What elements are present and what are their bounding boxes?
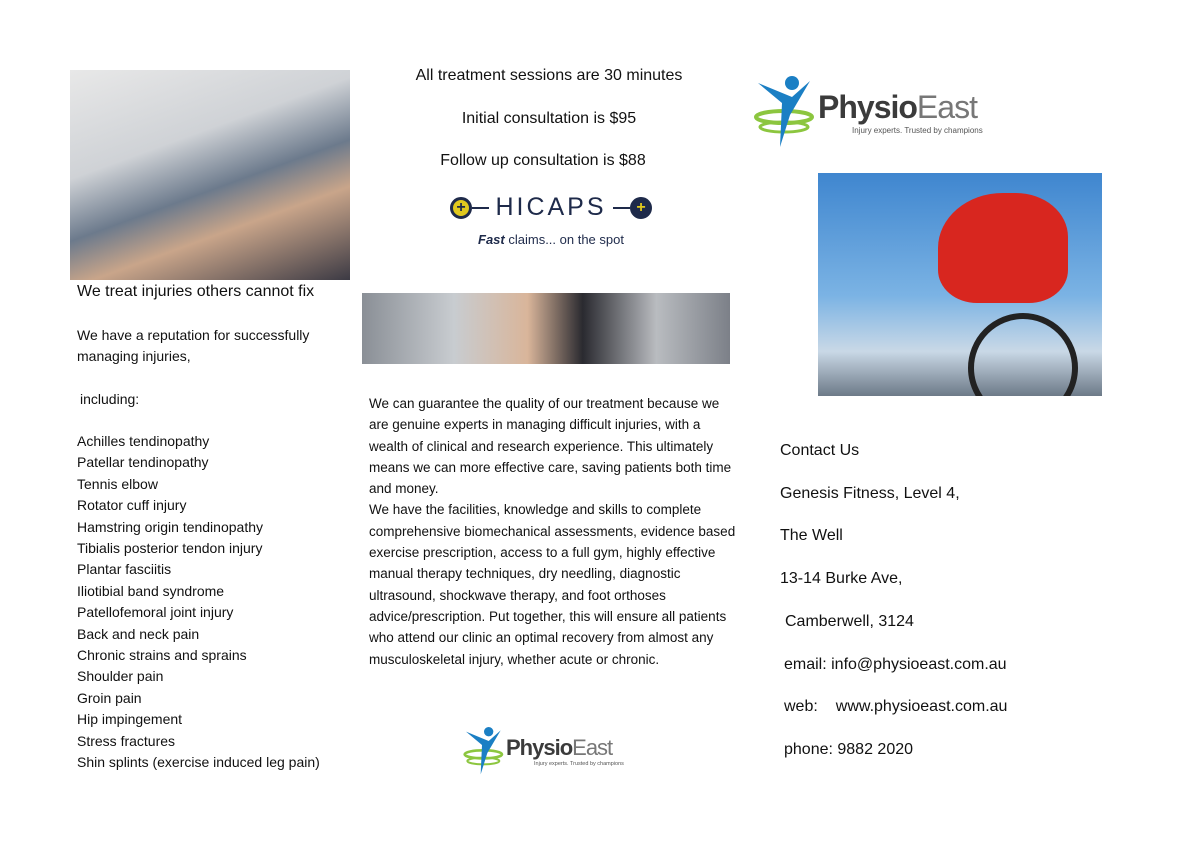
physioeast-logo-small: PhysioEast Injury experts. Trusted by champions — [462, 726, 624, 776]
plus-icon: + — [450, 197, 472, 219]
phone-number: phone: 9882 2020 — [784, 741, 914, 758]
physioeast-logo: PhysioEast Injury experts. Trusted by champions — [752, 75, 983, 149]
cyclist-photo — [818, 173, 1102, 396]
injury-item: Stress fractures — [77, 732, 176, 749]
injury-item: Patellofemoral joint injury — [77, 604, 234, 621]
intro-text: We have a reputation for successfully managing injuries, — [77, 327, 310, 365]
address-line: Camberwell, 3124 — [785, 613, 914, 630]
injury-item: Rotator cuff injury — [77, 497, 187, 514]
heading: We treat injuries others cannot fix — [77, 283, 315, 300]
web-line: web: www.physioeast.com.au — [784, 698, 1008, 715]
initial-price: Initial consultation is $95 — [461, 110, 637, 127]
injury-list — [77, 431, 320, 774]
address-line: Genesis Fitness, Level 4, — [780, 485, 960, 502]
injury-item: Chronic strains and sprains — [77, 647, 247, 664]
including-label: including: — [80, 391, 140, 407]
injury-item: Achilles tendinopathy — [77, 433, 210, 449]
injury-item: Back and neck pain — [77, 625, 200, 642]
injury-item: Hamstring origin tendinopathy — [77, 518, 263, 535]
injury-item: Iliotibial band syndrome — [77, 582, 225, 599]
quality-paragraph: We can guarantee the quality of our treatment because we are genuine experts in managing difficult injuries, with a wealth of clinical and research experience. This ultimately means we can more effective care, saving patients both time and money. We have the facilities, knowledge and skills to complete comprehensive biomechanical assessments, evidence based exercise prescription, access to a full gym, highly effective manual therapy techniques, dry needling, diagnostic ultrasound, shockwave therapy, and foot orthoses advice/prescription. Put together, this will ensure all patients who attend our clinic an optimal recovery from almost any musculoskeletal injury, whether acute or chronic. — [369, 396, 736, 667]
plus-icon: + — [630, 197, 652, 219]
address-line: The Well — [780, 527, 843, 544]
injury-item: Groin pain — [77, 689, 142, 706]
injury-item: Tennis elbow — [77, 475, 158, 492]
contact-title: Contact Us — [780, 442, 860, 459]
physio-portrait-photo — [362, 293, 730, 364]
physio-ultrasound-photo — [70, 70, 350, 280]
web-link[interactable]: www.physioeast.com.au — [835, 698, 1008, 715]
injury-item: Shoulder pain — [77, 668, 164, 685]
hicaps-logo: + HICAPS + Fast claims... on the spot — [450, 193, 652, 247]
injury-item: Tibialis posterior tendon injury — [77, 540, 263, 557]
followup-price: Follow up consultation is $88 — [440, 152, 646, 169]
email-link[interactable]: email: info@physioeast.com.au — [784, 656, 1007, 673]
session-length: All treatment sessions are 30 minutes — [415, 67, 683, 84]
figure-icon — [462, 726, 506, 776]
injury-item: Patellar tendinopathy — [77, 454, 209, 471]
injury-item: Plantar fasciitis — [77, 561, 172, 578]
injury-item: Hip impingement — [77, 711, 183, 728]
injury-item: Shin splints (exercise induced leg pain) — [77, 754, 320, 771]
figure-icon — [752, 75, 818, 149]
address-line: 13-14 Burke Ave, — [780, 570, 903, 587]
